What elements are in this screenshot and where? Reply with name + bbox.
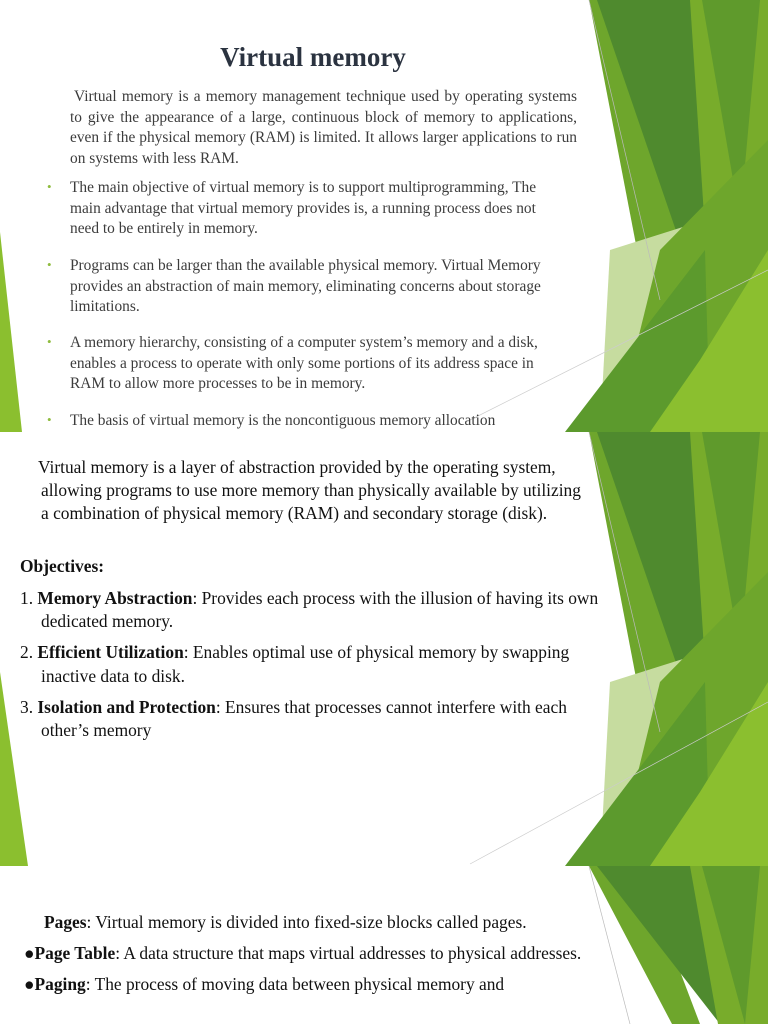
intro-paragraph: Virtual memory is a memory management technique used by operating systems to give the appearance of a large, continuous block of memory to applications, even if the physical memory (RAM) is limited. It allows larger applications to run on systems with less RAM.: [70, 88, 577, 167]
term: Isolation and Protection: [37, 696, 216, 717]
list-item-text: The basis of virtual memory is the noncontiguous memory allocation: [70, 412, 496, 429]
list-item: ●Page Table: A data structure that maps virtual addresses to physical addresses.: [24, 943, 582, 963]
intro-paragraph: Virtual memory is a layer of abstraction provided by the operating system, allowing programs to use more memory than physically available by utilizing a combination of physical memory (RAM) and secondary storage (disk).: [38, 457, 581, 524]
definition-list: [24, 942, 584, 1004]
list-item-text: A memory hierarchy, consisting of a computer system’s memory and a disk, enables a process to operate with only some portions of its address space in RAM to allow more processes to be in memory.: [70, 334, 538, 393]
list-item: ●Paging: The process of moving data between physical memory and: [24, 974, 505, 994]
term: Pages: [44, 912, 87, 932]
list-item: 2. Efficient Utilization: Enables optimal use of physical memory by swapping inactive data to disk.: [20, 642, 570, 686]
bullet-icon: ●: [24, 974, 35, 994]
pages-paragraph: Pages: Virtual memory is divided into fixed-size blocks called pages.: [44, 912, 527, 932]
term: Page Table: [34, 943, 116, 963]
term: Memory Abstraction: [37, 588, 193, 608]
slide-2: [0, 432, 768, 866]
term: Efficient Utilization: [37, 642, 184, 663]
objectives-list: [20, 587, 605, 750]
bullet-icon: •: [47, 334, 52, 349]
slide-1: [0, 0, 768, 432]
list-item: [47, 411, 567, 432]
bullet-icon: ●: [24, 943, 35, 963]
left-green-sliver: [0, 232, 22, 432]
list-item-text: The main objective of virtual memory is to support multiprogramming, The main advantage that virtual memory provides is, a running process does not need to be entirely in memory.: [70, 179, 537, 238]
list-item: [47, 178, 567, 240]
bullet-icon: •: [47, 257, 52, 272]
term: Paging: [34, 974, 86, 994]
bullet-icon: •: [47, 412, 52, 427]
bullet-icon: •: [47, 179, 52, 194]
slide-3: [0, 866, 768, 1024]
list-item: [47, 333, 567, 395]
list-item-text: Programs can be larger than the available physical memory. Virtual Memory provides an abstraction of main memory, eliminating concerns about storage limitations.: [70, 257, 541, 316]
list-item: 1. Memory Abstraction: Provides each process with the illusion of having its own dedicated memory.: [20, 588, 599, 632]
slide-title: Virtual memory: [220, 42, 406, 72]
list-item: 3. Isolation and Protection: Ensures that processes cannot interfere with each other’s memory: [20, 696, 567, 741]
objectives-heading: Objectives:: [20, 556, 105, 576]
list-item: [47, 256, 567, 318]
